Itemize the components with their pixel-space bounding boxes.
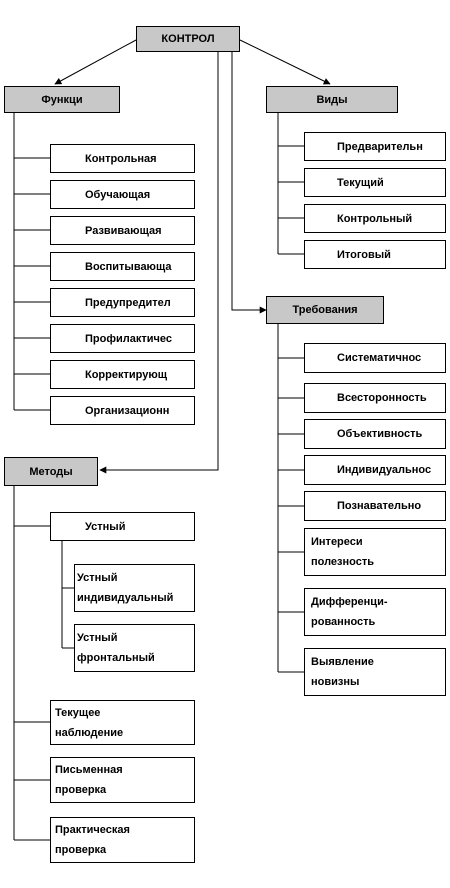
types-header: Виды bbox=[266, 86, 398, 113]
requirements-header: Требования bbox=[266, 296, 384, 324]
function-item: Профилактичес bbox=[50, 324, 195, 353]
requirement-item: Интереси полезность bbox=[304, 528, 446, 576]
methods-header: Методы bbox=[4, 457, 98, 486]
requirement-item: Объективность bbox=[304, 419, 446, 449]
type-item: Контрольный bbox=[304, 204, 446, 233]
requirement-item: Познавательно bbox=[304, 491, 446, 521]
requirement-item: Выявление новизны bbox=[304, 648, 446, 696]
function-item: Корректирующ bbox=[50, 360, 195, 389]
method-oral: Устный bbox=[50, 512, 195, 541]
function-item: Воспитывающа bbox=[50, 252, 195, 281]
method-item: Практическая проверка bbox=[50, 817, 195, 863]
method-item: Письменная проверка bbox=[50, 757, 195, 803]
function-item: Организационн bbox=[50, 396, 195, 425]
function-item: Предупредител bbox=[50, 288, 195, 317]
function-item: Развивающая bbox=[50, 216, 195, 245]
root-node: КОНТРОЛ bbox=[136, 26, 240, 52]
method-oral-sub: Устный фронтальный bbox=[74, 624, 195, 672]
requirement-item: Дифференци-рованность bbox=[304, 588, 446, 636]
type-item: Предварительн bbox=[304, 132, 446, 161]
type-item: Текущий bbox=[304, 168, 446, 197]
requirement-item: Систематичнос bbox=[304, 343, 446, 373]
method-item: Текущее наблюдение bbox=[50, 700, 195, 745]
requirement-item: Индивидуальнос bbox=[304, 455, 446, 485]
function-item: Контрольная bbox=[50, 144, 195, 173]
functions-header: Функци bbox=[4, 86, 120, 113]
requirement-item: Всесторонность bbox=[304, 383, 446, 413]
method-oral-sub: Устный индивидуальный bbox=[74, 564, 195, 612]
type-item: Итоговый bbox=[304, 240, 446, 269]
function-item: Обучающая bbox=[50, 180, 195, 209]
